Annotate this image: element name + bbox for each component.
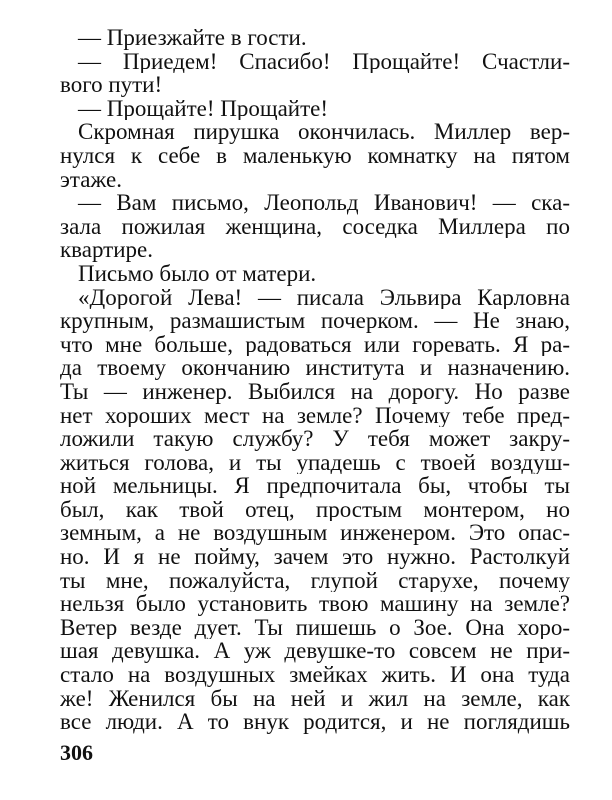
- text-line: — Прощайте! Прощайте!: [78, 96, 329, 121]
- text-line: был, как твой отец, простым монтером, но: [60, 497, 570, 522]
- text-line: «Дорогой Лева! — писала Эльвира Карловна: [78, 285, 570, 310]
- text-line: да твоему окончанию института и назначению.: [60, 356, 570, 380]
- text-line: житься голова, и ты упадешь с твоей воздуш-: [60, 450, 570, 475]
- text-line: же! Женился бы на ней и жил на земле, как: [60, 686, 570, 711]
- text-line: ной мельницы. Я предпочитала бы, чтобы ты: [60, 474, 570, 498]
- text-line: нет хороших мест на земле? Почему тебе пред-: [60, 403, 570, 428]
- text-line: — Приедем! Спасибо! Прощайте! Счастли-: [78, 49, 570, 74]
- text-line: что мне больше, радоваться или горевать. Я ра-: [60, 332, 570, 357]
- text-line: крупным, размашистым почерком. — Не знаю,: [60, 309, 570, 333]
- text-line: шая девушка. А уж девушке-то совсем не при-: [60, 639, 570, 664]
- text-line: нельзя было установить твою машину на земле?: [60, 592, 570, 616]
- text-line: квартире.: [60, 238, 153, 262]
- text-line: этаже.: [60, 167, 122, 192]
- text-line: Скромная пирушка окончилась. Миллер вер-: [78, 120, 570, 144]
- text-line: стало на воздушных змейках жить. И она туда: [60, 663, 570, 687]
- text-line: — Вам письмо, Леопольд Иванович! — ска-: [78, 191, 570, 215]
- text-line: ложили такую службу? У тебя может закру-: [60, 427, 570, 451]
- text-line: ты мне, пожалуйста, глупой старухе, почему: [60, 568, 570, 593]
- text-line: зала пожилая женщина, соседка Миллера по: [60, 214, 570, 239]
- text-line: вого пути!: [60, 73, 163, 97]
- text-line: земным, а не воздушным инженером. Это опас-: [60, 521, 570, 546]
- page-number: 306: [60, 740, 93, 765]
- page-text-column: [60, 26, 570, 734]
- text-line: но. И я не пойму, зачем это нужно. Растолкуй: [60, 545, 570, 569]
- text-line: Письмо было от матери.: [78, 261, 317, 286]
- text-line: Ветер везде дует. Ты пишешь о Зое. Она хоро-: [60, 615, 570, 640]
- text-line: нулся к себе в маленькую комнатку на пятом: [60, 143, 570, 168]
- text-line: Ты — инженер. Выбился на дорогу. Но разве: [60, 379, 570, 404]
- text-line: все люди. А то внук родится, и не поглядишь: [60, 710, 570, 734]
- text-line: — Приезжайте в гости.: [78, 26, 307, 50]
